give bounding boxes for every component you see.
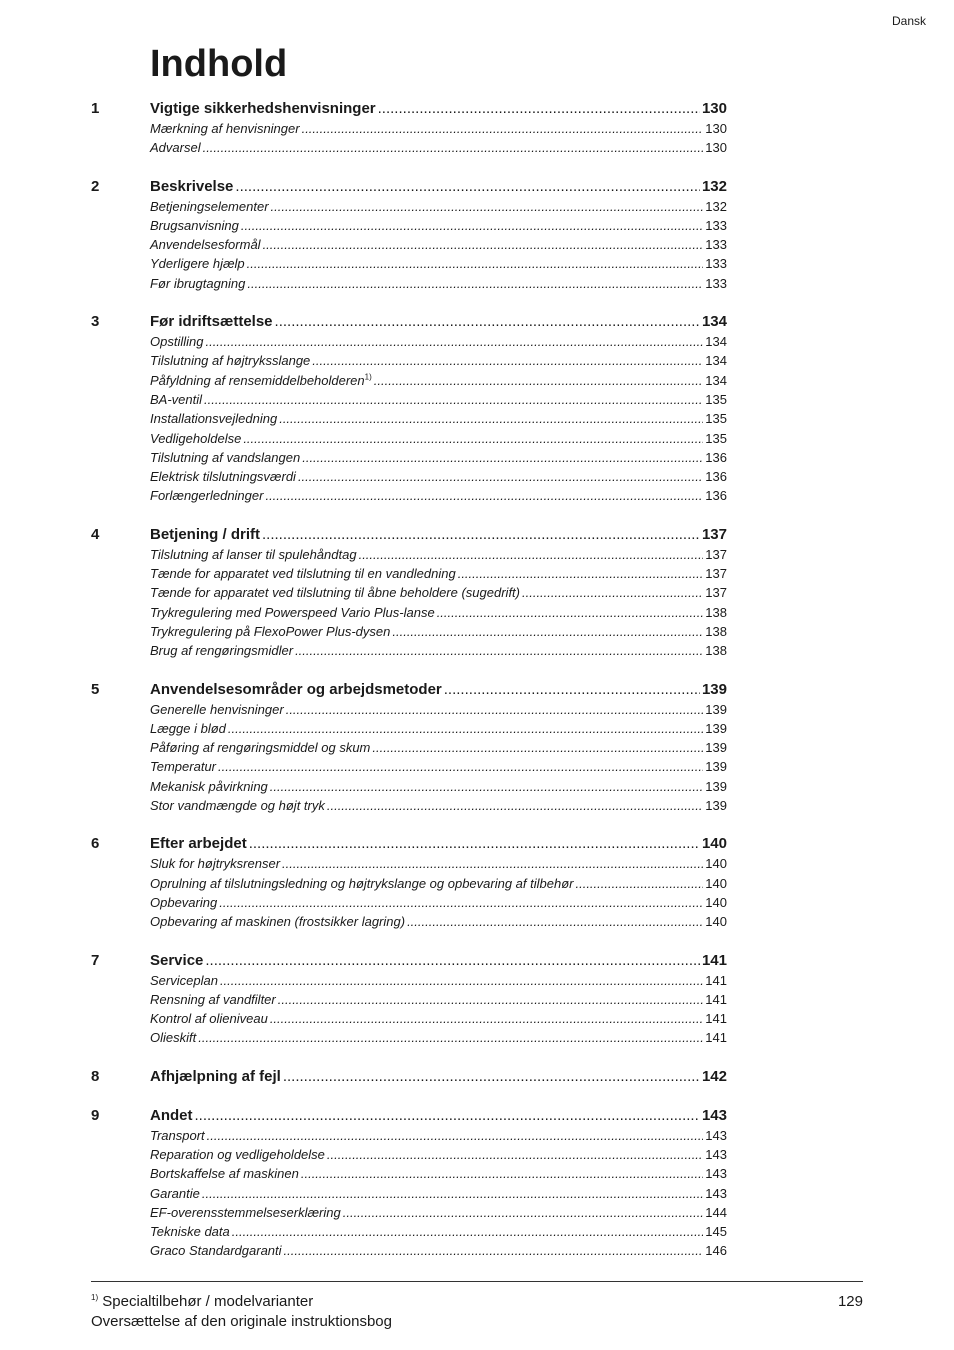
subsection-label-wrap	[150, 1009, 268, 1028]
leader-dots	[270, 1009, 703, 1028]
toc-chapter	[0, 177, 954, 293]
leader-dots	[444, 680, 700, 700]
leader-dots	[359, 545, 704, 564]
toc-entry-sub[interactable]	[150, 757, 727, 776]
chapter-title: Afhjælpning af fejl	[150, 1067, 281, 1085]
subsection-label: Mærkning af henvisninger	[150, 121, 300, 136]
chapter-number: 7	[91, 951, 100, 969]
toc-entry-sub[interactable]	[150, 138, 727, 157]
leader-dots	[378, 99, 700, 119]
toc-entry-sub[interactable]	[150, 583, 727, 602]
subsection-label: Olieskift	[150, 1030, 197, 1046]
subsection-page: 141	[705, 972, 727, 988]
toc-entry-sub[interactable]	[150, 777, 727, 796]
subsection-label: Advarsel	[150, 140, 201, 156]
toc-entry-sub[interactable]	[150, 738, 727, 757]
subsection-label-wrap	[150, 912, 405, 931]
chapter-number: 3	[91, 313, 100, 331]
footnote	[91, 1292, 313, 1312]
subsection-page: 136	[705, 488, 727, 504]
table-of-contents	[0, 99, 954, 1280]
toc-chapter	[0, 99, 954, 158]
subsection-label-wrap	[150, 235, 261, 254]
subsection-label-wrap	[150, 990, 276, 1009]
toc-chapter	[0, 680, 954, 816]
subsection-label-wrap	[150, 448, 300, 467]
toc-entry-sub[interactable]	[150, 371, 727, 390]
leader-dots	[327, 796, 703, 815]
toc-entry-sub[interactable]	[150, 1145, 727, 1164]
leader-dots	[575, 874, 703, 893]
subsection-label-wrap	[150, 274, 245, 293]
chapter-title: Andet	[150, 1106, 193, 1124]
subsection-label-wrap	[150, 254, 245, 273]
leader-dots	[312, 351, 703, 370]
leader-dots	[271, 197, 704, 216]
toc-entry-sub[interactable]	[150, 467, 727, 486]
subsection-label: Opstilling	[150, 334, 204, 350]
translation-note: Oversættelse af den originale instruktionsbog	[91, 1313, 392, 1330]
toc-entry-sub[interactable]	[150, 719, 727, 738]
leader-dots	[198, 1028, 703, 1047]
toc-entry-sub[interactable]	[150, 622, 727, 641]
toc-entry-main[interactable]	[150, 951, 727, 971]
leader-dots	[218, 757, 703, 776]
leader-dots	[263, 235, 704, 254]
chapter-title: Service	[150, 951, 204, 969]
subsection-label-wrap	[150, 738, 370, 757]
leader-dots	[302, 448, 703, 467]
subsection-label-wrap	[150, 1164, 299, 1183]
subsection-page: 143	[705, 1166, 727, 1182]
subsection-label-wrap	[150, 1184, 200, 1203]
subsection-label: Yderligere hjælp	[150, 256, 245, 272]
subsection-page: 130	[705, 140, 727, 156]
chapter-number: 9	[91, 1106, 100, 1124]
subsection-label: Installationsvejledning	[150, 411, 278, 427]
chapter-page: 143	[701, 1106, 727, 1124]
subsection-label: Betjeningselementer	[150, 198, 269, 214]
subsection-label: Tilslutning af højtryksslange	[150, 353, 311, 369]
subsection-label: Tekniske data	[150, 1224, 230, 1240]
subsection-page: 134	[705, 372, 727, 388]
subsection-label-wrap	[150, 467, 296, 486]
subsection-page: 135	[705, 411, 727, 427]
subsection-page: 137	[705, 546, 727, 562]
toc-entry-sub[interactable]	[150, 332, 727, 351]
subsection-label-wrap	[150, 564, 456, 583]
subsection-label-wrap	[150, 641, 293, 660]
subsection-page: 136	[705, 449, 727, 465]
subsection-page: 139	[705, 798, 727, 814]
leader-dots	[232, 1222, 704, 1241]
subsection-label: Generelle henvisninger	[150, 701, 284, 717]
subsection-page: 140	[705, 856, 727, 872]
subsection-label-wrap	[150, 119, 300, 138]
toc-entry-sub[interactable]	[150, 429, 727, 448]
toc-entry-main[interactable]	[150, 177, 727, 197]
language-label: Dansk	[891, 14, 926, 28]
subsection-label-wrap	[150, 138, 201, 157]
leader-dots	[282, 854, 703, 873]
leader-dots	[203, 138, 704, 157]
subsection-page: 145	[705, 1224, 727, 1240]
subsection-label: Trykregulering på FlexoPower Plus-dysen	[150, 623, 391, 639]
toc-entry-sub[interactable]	[150, 912, 727, 931]
leader-dots	[284, 1241, 704, 1260]
subsection-page: 133	[705, 275, 727, 291]
toc-entry-sub[interactable]	[150, 545, 727, 564]
leader-dots	[343, 1203, 704, 1222]
subsection-page: 144	[705, 1204, 727, 1220]
subsection-label-wrap	[150, 1222, 230, 1241]
toc-entry-sub[interactable]	[150, 854, 727, 873]
subsection-label: Reparation og vedligeholdelse	[150, 1146, 325, 1162]
leader-dots	[283, 1067, 700, 1087]
leader-dots	[205, 332, 703, 351]
subsection-page: 139	[705, 720, 727, 736]
toc-entry-sub[interactable]	[150, 1028, 727, 1047]
toc-chapter	[0, 312, 954, 506]
subsection-page: 138	[705, 643, 727, 659]
subsection-label: Tilslutning af vandslangen	[150, 449, 301, 465]
subsection-label-wrap	[150, 332, 203, 351]
subsection-label-wrap	[150, 1145, 325, 1164]
leader-dots	[286, 700, 704, 719]
page-number: 129	[837, 1293, 863, 1310]
subsection-label-wrap	[150, 197, 269, 216]
toc-entry-sub[interactable]	[150, 486, 727, 505]
subsection-page: 141	[705, 1011, 727, 1027]
subsection-page: 133	[705, 237, 727, 253]
leader-dots	[327, 1145, 703, 1164]
toc-entry-sub[interactable]	[150, 990, 727, 1009]
subsection-page: 141	[705, 991, 727, 1007]
subsection-label: Kontrol af olieniveau	[150, 1011, 268, 1027]
subsection-label-wrap	[150, 700, 284, 719]
toc-entry-main[interactable]	[150, 680, 727, 700]
chapter-number: 6	[91, 835, 100, 853]
subsection-label: Påfyldning af rensemiddelbeholderen	[150, 372, 365, 388]
toc-entry-sub[interactable]	[150, 700, 727, 719]
subsection-page: 139	[705, 759, 727, 775]
toc-entry-sub[interactable]	[150, 254, 727, 273]
toc-chapter	[0, 1067, 954, 1087]
subsection-page: 143	[705, 1185, 727, 1201]
subsection-label-wrap	[150, 854, 280, 873]
leader-dots	[262, 525, 700, 545]
subsection-page: 130	[705, 121, 727, 136]
toc-entry-sub[interactable]	[150, 796, 727, 815]
subsection-label-wrap	[150, 409, 277, 428]
subsection-page: 135	[705, 391, 727, 407]
leader-dots	[279, 409, 703, 428]
toc-entry-sub[interactable]	[150, 235, 727, 254]
leader-dots	[205, 951, 700, 971]
chapter-title: Betjening / drift	[150, 525, 260, 543]
chapter-page: 132	[701, 177, 727, 195]
toc-entry-sub[interactable]	[150, 1184, 727, 1203]
subsection-label: Stor vandmængde og højt tryk	[150, 798, 325, 814]
leader-dots	[195, 1106, 700, 1126]
toc-entry-sub[interactable]	[150, 351, 727, 370]
subsection-label: Graco Standardgaranti	[150, 1243, 282, 1259]
subsection-page: 139	[705, 740, 727, 756]
subsection-page: 133	[705, 256, 727, 272]
subsection-page: 137	[705, 585, 727, 601]
subsection-label: Mekanisk påvirkning	[150, 778, 268, 794]
leader-dots	[458, 564, 704, 583]
leader-dots	[235, 177, 700, 197]
leader-dots	[278, 990, 704, 1009]
subsection-label-wrap	[150, 486, 263, 505]
subsection-page: 134	[705, 353, 727, 369]
leader-dots	[295, 641, 703, 660]
toc-entry-sub[interactable]	[150, 197, 727, 216]
toc-chapter	[0, 1106, 954, 1261]
footer-divider	[91, 1281, 863, 1282]
footnote-ref: 1)	[364, 372, 372, 382]
toc-entry-sub[interactable]	[150, 874, 727, 893]
subsection-label-wrap	[150, 371, 372, 390]
subsection-label: Brugsanvisning	[150, 217, 239, 233]
toc-entry-sub[interactable]	[150, 274, 727, 293]
leader-dots	[243, 429, 703, 448]
subsection-label: Tænde for apparatet ved tilslutning til åbne beholdere (sugedrift)	[150, 585, 520, 601]
subsection-label: Garantie	[150, 1185, 200, 1201]
subsection-page: 135	[705, 430, 727, 446]
subsection-label-wrap	[150, 796, 325, 815]
toc-entry-sub[interactable]	[150, 1241, 727, 1260]
subsection-page: 140	[705, 914, 727, 930]
toc-entry-sub[interactable]	[150, 603, 727, 622]
subsection-label-wrap	[150, 777, 268, 796]
chapter-page: 134	[701, 313, 727, 331]
leader-dots	[202, 1184, 703, 1203]
subsection-label: Lægge i blød	[150, 720, 226, 736]
leader-dots	[302, 119, 704, 138]
subsection-label: Påføring af rengøringsmiddel og skum	[150, 740, 371, 756]
subsection-label: Bortskaffelse af maskinen	[150, 1166, 299, 1182]
leader-dots	[249, 834, 700, 854]
chapter-page: 140	[701, 835, 727, 853]
subsection-page: 146	[705, 1243, 727, 1259]
toc-entry-sub[interactable]	[150, 1126, 727, 1145]
toc-entry-main[interactable]	[150, 1067, 727, 1087]
leader-dots	[207, 1126, 704, 1145]
toc-entry-sub[interactable]	[150, 564, 727, 583]
subsection-label-wrap	[150, 429, 241, 448]
subsection-label: Opbevaring	[150, 894, 218, 910]
leader-dots	[270, 777, 704, 796]
toc-entry-main[interactable]	[150, 99, 727, 119]
subsection-label-wrap	[150, 545, 357, 564]
leader-dots	[247, 274, 703, 293]
toc-entry-sub[interactable]	[150, 119, 727, 138]
chapter-title: Anvendelsesområder og arbejdsmetoder	[150, 680, 442, 698]
subsection-label-wrap	[150, 1203, 341, 1222]
leader-dots	[437, 603, 704, 622]
subsection-label: Brug af rengøringsmidler	[150, 643, 294, 659]
chapter-number: 8	[91, 1067, 100, 1085]
subsection-label-wrap	[150, 603, 435, 622]
subsection-page: 132	[705, 198, 727, 214]
leader-dots	[522, 583, 703, 602]
chapter-number: 4	[91, 525, 100, 543]
toc-entry-main[interactable]	[150, 1106, 727, 1126]
subsection-page: 141	[705, 1030, 727, 1046]
toc-chapter	[0, 951, 954, 1048]
toc-entry-sub[interactable]	[150, 409, 727, 428]
leader-dots	[220, 971, 703, 990]
subsection-label: Elektrisk tilslutningsværdi	[150, 469, 296, 485]
subsection-label-wrap	[150, 893, 217, 912]
toc-chapter	[0, 834, 954, 931]
subsection-label-wrap	[150, 390, 202, 409]
subsection-page: 138	[705, 623, 727, 639]
toc-entry-sub[interactable]	[150, 1222, 727, 1241]
chapter-number: 2	[91, 177, 100, 195]
toc-entry-sub[interactable]	[150, 216, 727, 235]
toc-entry-main[interactable]	[150, 312, 727, 332]
subsection-label: Tilslutning af lanser til spulehåndtag	[150, 546, 357, 562]
subsection-label: BA-ventil	[150, 391, 203, 407]
subsection-label-wrap	[150, 1126, 205, 1145]
toc-entry-sub[interactable]	[150, 641, 727, 660]
chapter-page: 139	[701, 680, 727, 698]
subsection-label-wrap	[150, 971, 218, 990]
leader-dots	[392, 622, 703, 641]
chapter-number: 5	[91, 680, 100, 698]
subsection-label-wrap	[150, 622, 390, 641]
footnote-text: Specialtilbehør / modelvarianter	[102, 1293, 314, 1310]
subsection-label: Serviceplan	[150, 972, 218, 988]
toc-entry-sub[interactable]	[150, 1164, 727, 1183]
subsection-label: Rensning af vandfilter	[150, 991, 276, 1007]
subsection-page: 136	[705, 469, 727, 485]
subsection-page: 133	[705, 217, 727, 233]
subsection-label-wrap	[150, 351, 310, 370]
subsection-page: 134	[705, 334, 727, 350]
subsection-label-wrap	[150, 757, 216, 776]
chapter-page: 130	[701, 100, 727, 117]
subsection-page: 143	[705, 1127, 727, 1143]
leader-dots	[265, 486, 703, 505]
toc-entry-sub[interactable]	[150, 971, 727, 990]
chapter-page: 142	[701, 1067, 727, 1085]
subsection-label: Anvendelsesformål	[150, 237, 261, 253]
subsection-label-wrap	[150, 1028, 196, 1047]
subsection-label: Før ibrugtagning	[150, 275, 246, 291]
footnote-mark: 1)	[91, 1293, 99, 1302]
toc-chapter	[0, 525, 954, 661]
chapter-title: Efter arbejdet	[150, 835, 247, 853]
toc-entry-sub[interactable]	[150, 1203, 727, 1222]
subsection-label: Trykregulering med Powerspeed Vario Plus-lanse	[150, 604, 435, 620]
subsection-page: 138	[705, 604, 727, 620]
subsection-label: Tænde for apparatet ved tilslutning til en vandledning	[150, 566, 456, 582]
toc-entry-main[interactable]	[150, 525, 727, 545]
subsection-label: Sluk for højtryksrenser	[150, 856, 281, 872]
leader-dots	[228, 719, 703, 738]
subsection-label-wrap	[150, 874, 573, 893]
subsection-label: Temperatur	[150, 759, 216, 775]
subsection-page: 143	[705, 1146, 727, 1162]
subsection-label: EF-overensstemmelseserklæring	[150, 1204, 341, 1220]
subsection-label: Oprulning af tilslutningsledning og højtrykslange og opbevaring af tilbehør	[150, 875, 574, 891]
chapter-title: Før idriftsættelse	[150, 313, 273, 331]
subsection-page: 137	[705, 566, 727, 582]
toc-entry-main[interactable]	[150, 834, 727, 854]
subsection-label-wrap	[150, 216, 239, 235]
subsection-label-wrap	[150, 719, 226, 738]
subsection-label: Transport	[150, 1127, 205, 1143]
toc-entry-sub[interactable]	[150, 390, 727, 409]
subsection-page: 140	[705, 875, 727, 891]
leader-dots	[298, 467, 703, 486]
chapter-page: 137	[701, 525, 727, 543]
subsection-label-wrap	[150, 1241, 282, 1260]
leader-dots	[374, 371, 704, 390]
leader-dots	[241, 216, 703, 235]
leader-dots	[301, 1164, 703, 1183]
chapter-title: Beskrivelse	[150, 177, 234, 195]
leader-dots	[407, 912, 703, 931]
toc-entry-sub[interactable]	[150, 448, 727, 467]
leader-dots	[275, 312, 700, 332]
leader-dots	[219, 893, 703, 912]
subsection-label: Vedligeholdelse	[150, 430, 242, 446]
subsection-page: 140	[705, 894, 727, 910]
subsection-label: Opbevaring af maskinen (frostsikker lagring)	[150, 914, 406, 930]
subsection-page: 139	[705, 701, 727, 717]
chapter-title: Vigtige sikkerhedshenvisninger	[150, 100, 376, 117]
toc-entry-sub[interactable]	[150, 1009, 727, 1028]
subsection-label: Forlængerledninger	[150, 488, 264, 504]
leader-dots	[372, 738, 703, 757]
subsection-label-wrap	[150, 583, 520, 602]
subsection-page: 139	[705, 778, 727, 794]
toc-entry-sub[interactable]	[150, 893, 727, 912]
leader-dots	[247, 254, 704, 273]
chapter-number: 1	[91, 100, 100, 117]
leader-dots	[204, 390, 703, 409]
chapter-page: 141	[701, 951, 727, 969]
page-title: Indhold	[150, 43, 288, 85]
